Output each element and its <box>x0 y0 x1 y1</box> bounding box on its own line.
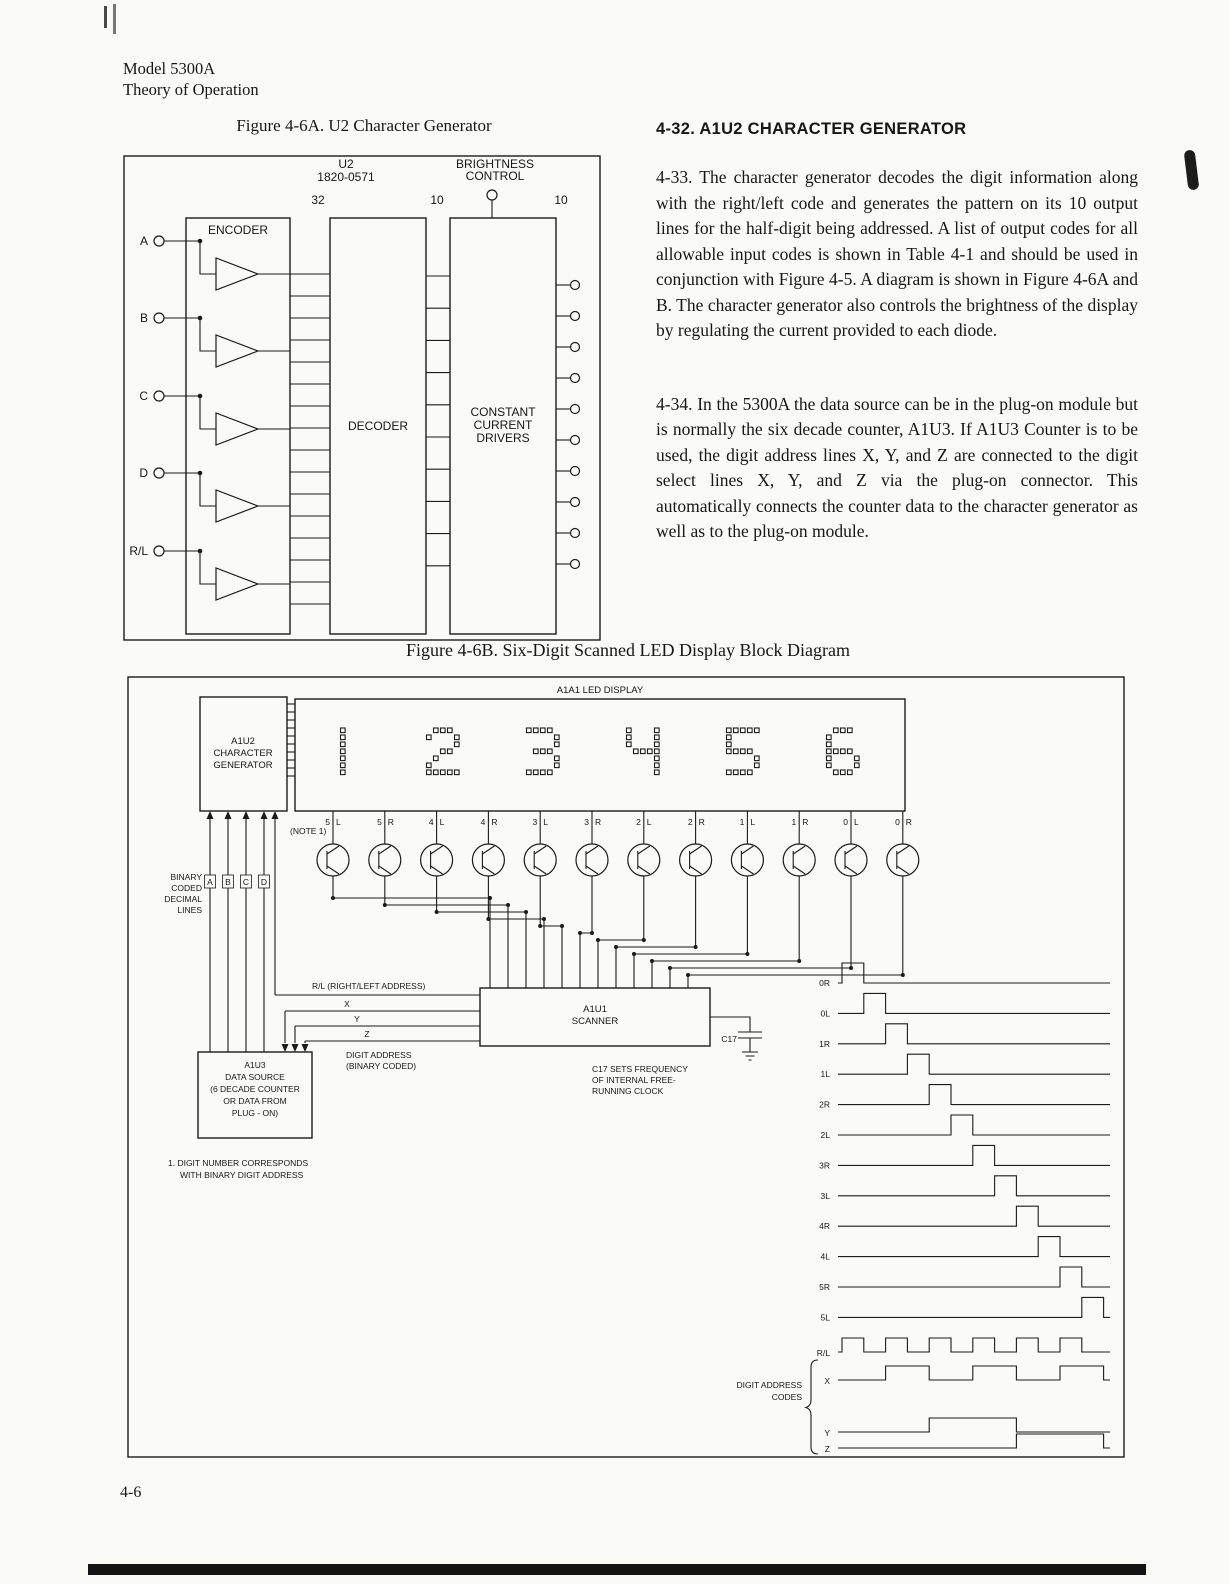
led-dot <box>848 749 853 754</box>
data-source-label: OR DATA FROM <box>223 1096 287 1106</box>
led-digit <box>341 728 346 775</box>
amplifier-icon <box>216 490 258 522</box>
led-dot <box>555 756 560 761</box>
transistor <box>524 844 556 876</box>
z-wire <box>305 1041 480 1043</box>
emitter-wire <box>333 876 490 988</box>
z-timing-label: Z <box>824 1444 830 1454</box>
y-wire <box>295 1026 480 1043</box>
digit-address-codes-label: CODES <box>771 1392 802 1402</box>
led-dot <box>755 728 760 733</box>
led-dot <box>655 770 660 775</box>
led-dot <box>534 749 539 754</box>
emitter-wire <box>634 876 747 988</box>
transistor <box>628 844 660 876</box>
timing-label: 5R <box>819 1282 830 1292</box>
led-dot <box>734 770 739 775</box>
led-dot <box>548 728 553 733</box>
timing-waveform <box>838 1297 1110 1317</box>
amplifier-icon <box>216 258 258 290</box>
half-digit-number: 5 <box>325 817 330 827</box>
half-digit-number: 4 <box>480 817 486 827</box>
figure-4-6a-diagram <box>118 146 610 648</box>
brightness-control-label: CONTROL <box>465 169 525 183</box>
junction-dot <box>506 903 510 907</box>
transistor <box>887 844 919 876</box>
led-dot <box>341 728 346 733</box>
led-dot <box>727 728 732 733</box>
output-terminal <box>571 467 580 476</box>
output-terminal <box>571 405 580 414</box>
led-dot <box>834 770 839 775</box>
bcd-lines-label: DECIMAL <box>164 894 202 904</box>
led-dot <box>855 763 860 768</box>
timing-label: 3R <box>819 1160 830 1171</box>
rl-waveform <box>838 1338 1110 1352</box>
led-dot <box>427 735 432 740</box>
led-dot <box>648 749 653 754</box>
timing-label: 4R <box>819 1221 830 1232</box>
half-digit-letter: R <box>802 817 809 827</box>
led-dot <box>655 763 660 768</box>
led-dot <box>641 749 646 754</box>
junction-dot <box>560 924 564 928</box>
arrow-up-icon <box>272 811 279 819</box>
led-dot <box>841 770 846 775</box>
output-terminal <box>571 343 580 352</box>
scan-artifact <box>113 4 116 34</box>
led-dot <box>548 770 553 775</box>
led-dot <box>555 742 560 747</box>
led-dot <box>734 749 739 754</box>
timing-label: 4L <box>820 1251 830 1262</box>
timing-waveform <box>838 1145 1110 1165</box>
half-digit-letter: L <box>336 817 341 827</box>
junction-dot <box>542 917 546 921</box>
emitter-wire <box>437 876 526 988</box>
half-digit-number: 1 <box>791 817 797 827</box>
x-waveform <box>838 1366 1110 1380</box>
drivers-label: CURRENT <box>473 418 533 432</box>
x-wire <box>285 1011 480 1043</box>
led-dot <box>755 756 760 761</box>
figure-a-border <box>124 156 600 640</box>
timing-waveform <box>838 963 1110 983</box>
scanner-label: A1U1 <box>583 1004 607 1015</box>
led-dot <box>441 749 446 754</box>
arrow-up-icon <box>243 811 250 819</box>
output-terminal <box>571 436 580 445</box>
led-dot <box>848 728 853 733</box>
output-terminal <box>571 560 580 569</box>
led-dot <box>841 749 846 754</box>
bus-count-10: 10 <box>554 193 568 207</box>
led-dot <box>448 770 453 775</box>
drivers-label: DRIVERS <box>476 431 530 445</box>
select-line-y-label: Y <box>354 1014 360 1024</box>
half-digit-letter: L <box>750 817 756 827</box>
led-dot <box>455 742 460 747</box>
led-dot <box>448 728 453 733</box>
led-dot <box>434 770 439 775</box>
led-dot <box>855 756 860 761</box>
led-dot <box>341 763 346 768</box>
paragraph-4-34: 4-34. In the 5300A the data source can be in the plug-on module but is normally the six decade counter, A1U3. If A1U3 Counter is to be used, the digit address lines X, Y, and Z are connected to the digit select lines X, Y, and Z via the plug-on connector. This automatically connects the counter data to the character generator as well as to the plug-on module. <box>656 393 1138 541</box>
half-digit-number: 5 <box>377 817 382 827</box>
output-terminal <box>571 374 580 383</box>
led-dot <box>441 770 446 775</box>
led-dot <box>834 728 839 733</box>
timing-waveform <box>838 1054 1110 1074</box>
timing-waveform <box>838 1267 1110 1287</box>
led-dot <box>748 728 753 733</box>
input-label: A <box>139 234 148 248</box>
led-dot <box>848 770 853 775</box>
y-timing-label: Y <box>824 1428 830 1438</box>
arrow-down-icon <box>302 1044 309 1052</box>
scan-artifact <box>1184 149 1200 190</box>
emitter-wire <box>580 876 592 988</box>
output-terminal <box>571 529 580 538</box>
junction-dot <box>901 973 905 977</box>
body-text-column <box>656 120 1138 593</box>
led-dot <box>427 770 432 775</box>
arrow-up-icon <box>225 811 232 819</box>
led-dot <box>827 735 832 740</box>
led-dot <box>441 728 446 733</box>
emitter-wire <box>652 876 799 988</box>
rl-timing-label: R/L <box>816 1348 830 1358</box>
led-dot <box>655 756 660 761</box>
timing-waveform <box>838 1085 1110 1105</box>
amplifier-icon <box>216 335 258 367</box>
transistor <box>369 844 401 876</box>
half-digit-letter: L <box>854 817 859 827</box>
timing-waveform <box>838 1237 1110 1257</box>
led-dot <box>734 728 739 733</box>
input-terminal <box>154 313 164 323</box>
capacitor-note: C17 SETS FREQUENCY <box>592 1064 688 1074</box>
timing-label: 1R <box>819 1038 830 1049</box>
led-dot <box>655 742 660 747</box>
diagram-note: WITH BINARY DIGIT ADDRESS <box>180 1170 304 1180</box>
bcd-letter: C <box>242 877 250 887</box>
led-dot <box>655 728 660 733</box>
timing-label: 2L <box>820 1130 830 1140</box>
led-dot <box>541 770 546 775</box>
transistor <box>835 844 867 876</box>
page-header <box>123 58 259 100</box>
junction-dot <box>596 938 600 942</box>
input-terminal <box>154 546 164 556</box>
led-dot <box>434 756 439 761</box>
half-digit-number: 0 <box>843 817 848 827</box>
led-digit <box>627 728 660 775</box>
led-dot <box>748 749 753 754</box>
led-dot <box>541 749 546 754</box>
wire <box>200 241 216 274</box>
led-dot <box>655 749 660 754</box>
brightness-terminal <box>487 190 497 200</box>
led-digit <box>527 728 560 775</box>
junction-dot <box>668 966 672 970</box>
led-dot <box>455 735 460 740</box>
led-dot <box>534 770 539 775</box>
led-digit <box>827 728 860 775</box>
led-dot <box>455 770 460 775</box>
led-dot <box>755 763 760 768</box>
data-source-label: PLUG - ON) <box>231 1108 279 1118</box>
brightness-control-label: BRIGHTNESS <box>455 157 535 171</box>
transistor <box>317 844 349 876</box>
bcd-letter: D <box>260 877 268 887</box>
capacitor-note: OF INTERNAL FREE- <box>592 1075 676 1085</box>
transistor <box>783 844 815 876</box>
timing-waveform <box>838 1115 1110 1135</box>
junction-dot <box>538 924 542 928</box>
section-title: Theory of Operation <box>123 80 259 99</box>
bcd-letter: A <box>207 877 213 887</box>
half-digit-letter: L <box>646 817 652 827</box>
timing-waveform <box>838 1024 1110 1044</box>
led-dot <box>741 728 746 733</box>
input-label: B <box>139 311 148 325</box>
led-dot <box>634 749 639 754</box>
timing-label: 1L <box>820 1069 830 1080</box>
amplifier-icon <box>216 413 258 445</box>
half-digit-number: 1 <box>739 817 745 827</box>
wire <box>200 473 216 506</box>
half-digit-number: 3 <box>532 817 538 827</box>
led-dot <box>627 742 632 747</box>
model-number: Model 5300A <box>123 59 216 78</box>
capacitor-label: C17 <box>721 1034 737 1044</box>
paragraph-4-33: 4-33. The character generator decodes the digit information along with the right/left code and generates the pattern on its 10 output lines for the half-digit being addressed. A list of output codes for all allowable input codes is shown in Table 4-1 and should be used in conjunction with Figure 4-5. A diagram is shown in Figure 4-6A and B. The character generator also controls the brightness of the display by regulating the current provided to each diode. <box>656 167 1138 340</box>
junction-dot <box>383 903 387 907</box>
led-dot <box>827 749 832 754</box>
arrow-down-icon <box>292 1044 299 1052</box>
emitter-wire <box>598 876 644 988</box>
junction-dot <box>797 959 801 963</box>
y-waveform <box>838 1418 1110 1432</box>
input-terminal <box>154 391 164 401</box>
led-dot <box>741 770 746 775</box>
wire <box>200 551 216 584</box>
figure-b-caption: Figure 4-6B. Six-Digit Scanned LED Display Block Diagram <box>406 640 850 660</box>
junction-dot <box>578 931 582 935</box>
transistor <box>680 844 712 876</box>
bcd-lines-label: CODED <box>171 883 202 893</box>
data-source-label: (6 DECADE COUNTER <box>210 1084 300 1094</box>
junction-dot <box>614 945 618 949</box>
bcd-lines-label: BINARY <box>170 872 202 882</box>
bottom-ink-bar <box>88 1564 1146 1575</box>
digit-address-label: (BINARY CODED) <box>346 1061 417 1071</box>
section-heading: 4-32. A1U2 CHARACTER GENERATOR <box>656 120 967 138</box>
figure-4-6b-diagram <box>122 670 1132 1470</box>
amplifier-icon <box>216 568 258 600</box>
junction-dot <box>590 931 594 935</box>
output-terminal <box>571 312 580 321</box>
note-reference: (NOTE 1) <box>290 826 327 836</box>
char-gen-label: CHARACTER <box>213 748 273 759</box>
junction-dot <box>849 966 853 970</box>
led-dot <box>827 756 832 761</box>
led-dot <box>434 728 439 733</box>
char-gen-label: A1U2 <box>231 736 255 747</box>
led-dot <box>527 728 532 733</box>
rl-address-label: R/L (RIGHT/LEFT ADDRESS) <box>312 981 426 991</box>
half-digit-letter: L <box>543 817 548 827</box>
led-dot <box>627 735 632 740</box>
led-dot <box>655 735 660 740</box>
emitter-wire <box>616 876 696 988</box>
junction-dot <box>331 896 335 900</box>
drivers-label: CONSTANT <box>470 405 536 419</box>
half-digit-letter: R <box>905 817 912 827</box>
led-dot <box>534 728 539 733</box>
input-terminal <box>154 236 164 246</box>
transistor <box>472 844 504 876</box>
led-dot <box>827 763 832 768</box>
char-gen-label: GENERATOR <box>213 760 273 771</box>
transistor <box>731 844 763 876</box>
junction-dot <box>524 910 528 914</box>
led-dot <box>741 749 746 754</box>
led-dot <box>341 749 346 754</box>
emitter-wire <box>670 876 851 988</box>
wire <box>200 318 216 351</box>
led-dot <box>448 749 453 754</box>
page-number: 4-6 <box>120 1484 142 1501</box>
junction-dot <box>686 973 690 977</box>
output-terminal <box>571 281 580 290</box>
timing-label: 0L <box>820 1008 830 1019</box>
half-digit-number: 0 <box>895 817 900 827</box>
digit-address-label: DIGIT ADDRESS <box>346 1050 412 1060</box>
led-display-box <box>295 699 905 811</box>
input-terminal <box>154 468 164 478</box>
select-line-x-label: X <box>344 999 350 1009</box>
encoder-label: ENCODER <box>207 223 269 237</box>
emitter-wire <box>688 876 903 988</box>
led-dot <box>555 735 560 740</box>
timing-label: 2R <box>819 1099 830 1110</box>
half-digit-number: 2 <box>687 817 693 827</box>
transistor <box>576 844 608 876</box>
led-dot <box>841 728 846 733</box>
half-digit-letter: L <box>439 817 445 827</box>
data-source-label: A1U3 <box>244 1060 266 1070</box>
half-digit-letter: R <box>698 817 705 827</box>
timing-waveform <box>838 1176 1110 1196</box>
timing-waveform <box>838 1206 1110 1226</box>
timing-label: 3L <box>820 1190 830 1201</box>
select-line-z-label: Z <box>364 1029 370 1039</box>
z-waveform <box>838 1434 1110 1448</box>
bus-count-10: 10 <box>430 193 444 207</box>
half-digit-number: 3 <box>584 817 589 827</box>
led-dot <box>341 735 346 740</box>
led-digit <box>427 728 460 775</box>
led-dot <box>727 749 732 754</box>
junction-dot <box>435 910 439 914</box>
brace-icon <box>806 1360 818 1454</box>
scan-artifact <box>104 6 107 28</box>
junction-dot <box>632 952 636 956</box>
led-dot <box>555 763 560 768</box>
led-dot <box>727 735 732 740</box>
led-dot <box>727 742 732 747</box>
input-label: C <box>139 389 148 403</box>
bcd-letter: B <box>225 877 231 887</box>
led-dot <box>748 770 753 775</box>
transistor <box>421 844 453 876</box>
led-display-title: A1A1 LED DISPLAY <box>556 685 644 696</box>
capacitor-note: RUNNING CLOCK <box>592 1086 664 1096</box>
led-dot <box>541 728 546 733</box>
junction-dot <box>745 952 749 956</box>
half-digit-letter: R <box>595 817 602 827</box>
half-digit-number: 2 <box>636 817 641 827</box>
digit-address-codes-label: DIGIT ADDRESS <box>736 1380 802 1390</box>
half-digit-letter: R <box>491 817 498 827</box>
led-dot <box>827 742 832 747</box>
timing-label: 5L <box>820 1312 830 1323</box>
led-dot <box>527 770 532 775</box>
scanner-label: SCANNER <box>571 1016 619 1027</box>
diagram-note: 1. DIGIT NUMBER CORRESPONDS <box>168 1158 309 1168</box>
led-dot <box>341 756 346 761</box>
input-label: R/L <box>129 544 148 558</box>
output-terminal <box>571 498 580 507</box>
arrow-up-icon <box>261 811 268 819</box>
arrow-up-icon <box>207 811 214 819</box>
bcd-lines-label: LINES <box>177 905 202 915</box>
junction-dot <box>650 959 654 963</box>
arrow-down-icon <box>282 1044 289 1052</box>
led-dot <box>548 749 553 754</box>
x-timing-label: X <box>824 1376 830 1386</box>
led-dot <box>627 728 632 733</box>
wire <box>200 396 216 429</box>
half-digit-letter: R <box>387 817 394 827</box>
input-label: D <box>139 466 148 480</box>
emitter-wire <box>488 876 544 988</box>
bus-count-32: 32 <box>311 193 325 207</box>
data-source-label: DATA SOURCE <box>225 1072 285 1082</box>
junction-dot <box>486 917 490 921</box>
junction-dot <box>694 945 698 949</box>
led-dot <box>341 770 346 775</box>
led-dot <box>727 770 732 775</box>
led-dot <box>427 763 432 768</box>
decoder-label: DECODER <box>347 419 409 433</box>
timing-label: 0R <box>819 978 830 988</box>
u2-part-number: 1820-0571 <box>317 170 375 184</box>
led-dot <box>834 749 839 754</box>
led-dot <box>341 742 346 747</box>
half-digit-number: 4 <box>428 817 434 827</box>
figure-a-caption: Figure 4-6A. U2 Character Generator <box>236 116 492 135</box>
junction-dot <box>642 938 646 942</box>
u2-label: U2 <box>338 157 354 171</box>
timing-waveform <box>838 993 1110 1013</box>
led-digit <box>727 728 760 775</box>
